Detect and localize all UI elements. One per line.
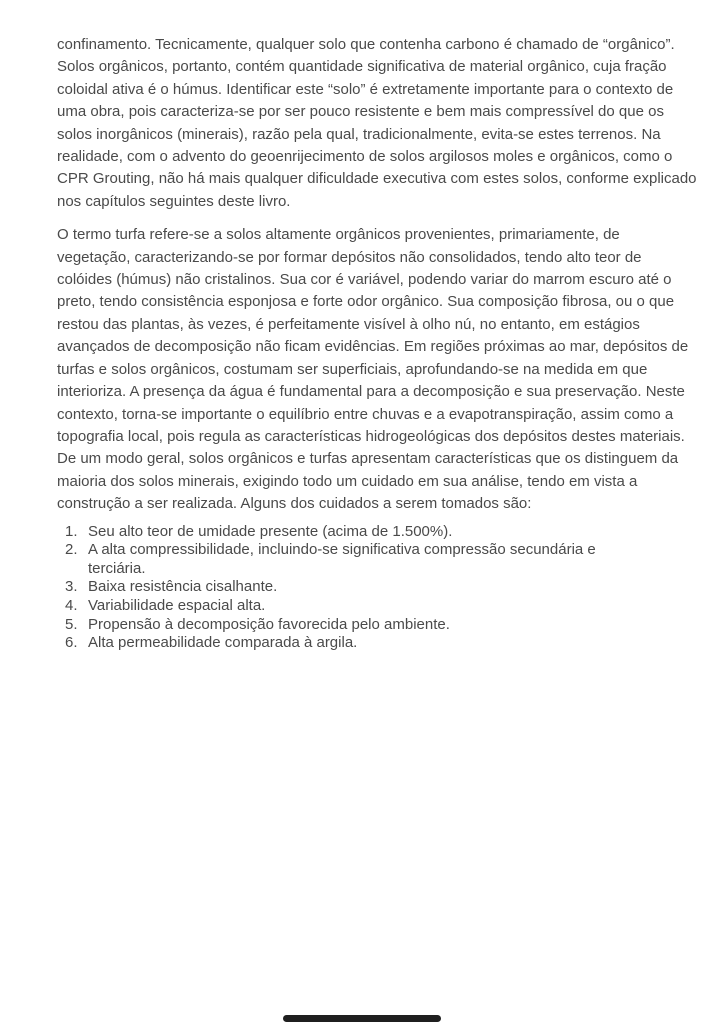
text-line: Alta permeabilidade comparada à argila.	[88, 634, 358, 652]
list-item-number: 5.	[65, 615, 78, 633]
list-item	[57, 578, 669, 597]
paragraph	[57, 224, 689, 515]
paragraph	[57, 34, 697, 213]
list-item-number: 6.	[65, 634, 78, 652]
home-indicator[interactable]	[283, 1015, 441, 1022]
text-line: confinamento. Tecnicamente, qualquer solo que contenha carbono é chamado de “orgânico”.	[57, 36, 675, 53]
text-line: De um modo geral, solos orgânicos e turfas apresentam características que os distinguem da	[57, 450, 679, 468]
text-line: turfas e solos orgânicos, costumam ser superficiais, aprofundando-se na medida em que	[57, 360, 648, 378]
text-line: preto, tendo consistência esponjosa e forte odor orgânico. Sua composição fibrosa, ou o que	[57, 293, 675, 311]
text-line: Solos orgânicos, portanto, contém quantidade significativa de material orgânico, cuja fração	[57, 58, 667, 76]
list-item-number: 1.	[65, 522, 78, 540]
cautions-list	[57, 523, 669, 653]
list-item	[57, 634, 669, 653]
body-text	[57, 34, 697, 516]
text-line: Seu alto teor de umidade presente (acima de 1.500%).	[88, 522, 453, 540]
list-item-number: 3.	[65, 578, 78, 596]
list-item	[57, 523, 669, 542]
text-line: restou das plantas, às vezes, é perfeitamente visível à olho nú, no entanto, em estágios	[57, 315, 640, 333]
text-line: Baixa resistência cisalhante.	[88, 578, 278, 596]
text-line: A alta compressibilidade, incluindo-se significativa compressão secundária e	[88, 541, 596, 559]
list-item	[57, 616, 669, 635]
text-line: nos capítulos seguintes deste livro.	[57, 192, 291, 210]
document-page	[57, 34, 697, 653]
list-item-number: 4.	[65, 596, 78, 614]
text-line: terciária.	[88, 559, 146, 577]
text-line: maioria dos solos minerais, exigindo todo um cuidado em sua análise, tendo em vista a	[57, 472, 638, 490]
text-line: Propensão à decomposição favorecida pelo ambiente.	[88, 615, 450, 633]
text-line: construção a ser realizada. Alguns dos cuidados a serem tomados são:	[57, 495, 532, 513]
text-line: vegetação, caracterizando-se por formar depósitos não consolidados, tendo alto teor de	[57, 248, 642, 266]
list-item	[57, 541, 669, 578]
text-line: CPR Grouting, não há mais qualquer dificuldade executiva com estes solos, conforme explicado	[57, 170, 697, 188]
text-line: colóides (húmus) não cristalinos. Sua cor é variável, podendo variar do marrom escuro até o	[57, 271, 672, 289]
text-line: contexto, torna-se importante o equilíbrio entre chuvas e a evapotranspiração, assim como a	[57, 405, 674, 423]
text-line: Variabilidade espacial alta.	[88, 596, 266, 614]
text-line: avançados de decomposição não ficam evidências. Em regiões próximas ao mar, depósitos de	[57, 338, 689, 356]
text-line: O termo turfa refere-se a solos altamente orgânicos provenientes, primariamente, de	[57, 226, 620, 244]
text-line: solos inorgânicos (minerais), razão pela qual, tradicionalmente, evita-se estes terrenos. Na	[57, 125, 661, 143]
text-line: realidade, com o advento do geoenrijecimento de solos argilosos moles e orgânicos, como o	[57, 148, 673, 166]
text-line: topografia local, pois regula as características hidrogeológicas dos depósitos destes materiais.	[57, 427, 685, 445]
text-line: interioriza. A presença da água é fundamental para a decomposição e sua preservação. Neste	[57, 383, 685, 401]
list-item	[57, 597, 669, 616]
text-line: uma obra, pois caracteriza-se por ser pouco resistente e bem mais compressível do que os	[57, 103, 664, 121]
list-item-number: 2.	[65, 541, 78, 559]
text-line: coloidal ativa é o húmus. Identificar este “solo” é extretamente importante para o contexto de	[57, 80, 674, 98]
